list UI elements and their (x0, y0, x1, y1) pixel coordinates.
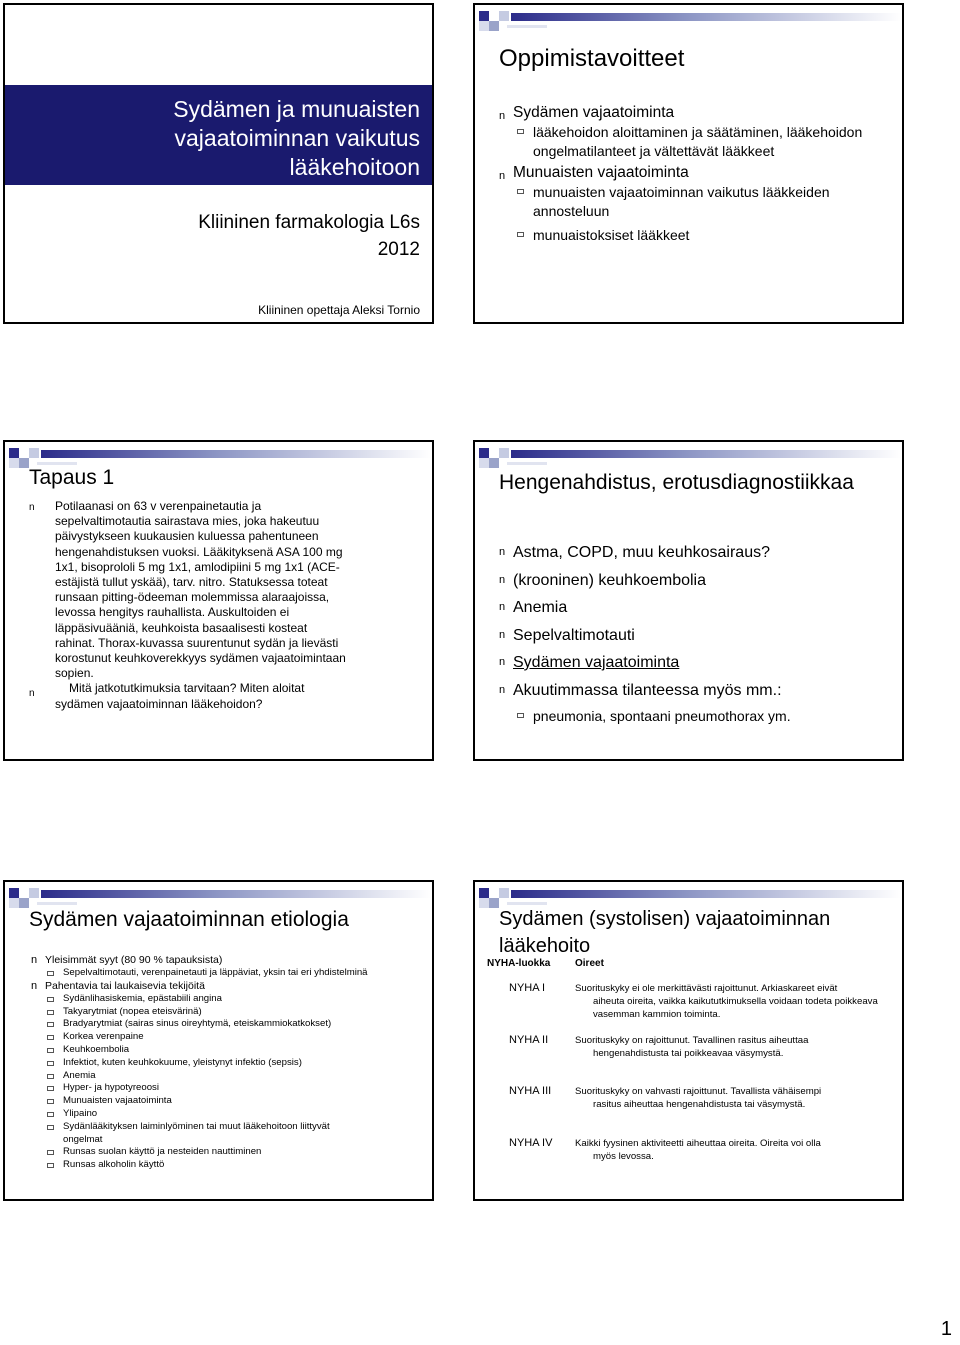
list-item: lääkehoidon aloittaminen ja säätäminen, lääkehoidon ongelmatilanteet ja vältettävät lääkkeet (513, 123, 890, 161)
square-bullet-icon (47, 1048, 54, 1053)
square-bullet-icon (47, 1125, 54, 1130)
slide-objectives (473, 3, 904, 324)
header-class: NYHA-luokka (487, 958, 551, 969)
bullet-icon: n (31, 979, 38, 992)
list-item: n Astma, COPD, muu keuhkosairaus? (513, 539, 890, 567)
case-question: Mitä jatkotutkimuksia tarvitaan? Miten aloitat sydämen vajaatoiminnan lääkehoidon? (55, 681, 305, 711)
case-description: Potilaanasi on 63 v verenpainetautia ja sepelvaltimotautia sairastava mies, joka hakeutuu päivystykseen kuukausien kuluessa pahentuneen hengenahdistuksen vuoksi. Lääkityksenä ASA 100 mg 1x1, bisoprololi 5 mg 1x1, amlodipiini 5 mg 1x1 (ACE- estäjistä tullut yskää), tarv. nitro. Statuksessa toteat runsaan pitting-ödeeman molemmissa alaraajoissa, levossa hengitys rauhallista. Auskultoiden ei läppäsivuääniä, keuhkoista basaalisesti kosteat rahinat. Thorax-kuvassa suurentunut sydän ja lievästi korostunut keuhkoverekkyys sydämen vajaatoimintaan sopien. Mitä jatkotutkimuksia tarvitaan? Miten aloitat sydämen vajaatoiminnan lääkehoidon? (55, 499, 425, 712)
square-bullet-icon (47, 1022, 54, 1027)
list-item: Sydänlääkityksen laiminlyöminen tai muut lääkehoitoon liittyvät ongelmat (45, 1121, 363, 1147)
list-item: pneumonia, spontaani pneumothorax ym. (513, 704, 890, 728)
slide-heading: Sydämen (systolisen) vajaatoiminnan lääkehoito (499, 908, 831, 957)
subtitle-line-2: 2012 (377, 239, 420, 260)
square-bullet-icon (47, 971, 54, 976)
square-bullet-icon (47, 1074, 54, 1079)
bullet-icon: n (31, 954, 38, 966)
list-item: Munuaisten vajaatoiminta (45, 1095, 420, 1108)
presentation-title (20, 95, 420, 182)
table-row: NYHA II Suorituskyky on rajoittunut. Tavallinen rasitus aiheuttaa hengenahdistusta tai poikkeavaa väsymystä. (509, 1033, 809, 1059)
square-bullet-icon (47, 1035, 54, 1040)
bullet-icon: n (499, 110, 506, 122)
square-bullet-icon (47, 1061, 54, 1066)
nyha-table-header (483, 956, 893, 980)
list-item: munuaistoksiset lääkkeet (513, 226, 890, 245)
bullet-icon: n (499, 170, 506, 182)
slide-heading: Oppimistavoitteet (499, 45, 685, 72)
list-item: n Anemia (513, 594, 890, 622)
slide-etiology (3, 880, 434, 1201)
list-item: Bradyarytmiat (sairas sinus oireyhtymä, eteiskammiokatkokset) (45, 1018, 420, 1031)
bullet-icon: n (499, 573, 506, 586)
square-bullet-icon (47, 1010, 54, 1015)
slide-nyha (473, 880, 904, 1201)
list-item: n Munuaisten vajaatoiminta (513, 163, 890, 183)
square-bullet-icon (47, 997, 54, 1002)
list-item: n Yleisimmät syyt (80 90 % tapauksista) (31, 954, 223, 966)
table-row: NYHA I Suorituskyky ei ole merkittävästi rajoittunut. Arkiaskareet eivät aiheuta oireita, vaikka kaikututkimuksella voidaan todeta poikkeava vasemman kammion toiminta. (509, 982, 878, 1020)
differential-list (499, 539, 890, 728)
page-number: 1 (940, 1318, 952, 1340)
list-item: Hyper- ja hypotyreoosi (45, 1082, 420, 1095)
list-item: n Pahentavia tai laukaisevia tekijöitä (31, 979, 205, 992)
slide-case (3, 440, 434, 761)
list-item: Korkea verenpaine (45, 1031, 420, 1044)
list-item: n Sydämen vajaatoiminta (513, 649, 890, 677)
presentation-subtitle (20, 209, 420, 263)
list-item: Runsas suolan käyttö ja nesteiden nauttiminen (45, 1146, 420, 1159)
list-item: Anemia (45, 1070, 420, 1083)
list-item: Sepelvaltimotauti, verenpainetauti ja läppäviat, yksin tai eri yhdistelminä (45, 967, 420, 980)
bullet-icon: n (499, 601, 506, 613)
slide-title (3, 3, 434, 324)
bullet-icon: n (499, 546, 506, 558)
slide-heading: Sydämen vajaatoiminnan etiologia (29, 908, 349, 931)
square-bullet-icon (517, 713, 524, 718)
square-bullet-icon (47, 1099, 54, 1104)
square-bullet-icon (47, 1163, 54, 1168)
table-row: NYHA III Suorituskyky on vahvasti rajoittunut. Tavallista vähäisempi rasitus aiheuttaa hengenahdistusta tai väsymystä. (509, 1085, 822, 1110)
square-bullet-icon (517, 189, 524, 194)
square-bullet-icon (47, 1112, 54, 1117)
header-decoration (479, 11, 569, 35)
square-bullet-icon (517, 129, 524, 134)
bullet-icon: n (499, 628, 506, 641)
header-symptoms: Oireet (575, 958, 604, 969)
title-line-3: lääkehoitoon (289, 154, 420, 180)
etiology-list (31, 954, 420, 1172)
objectives-list (499, 101, 890, 245)
list-item: Keuhkoembolia (45, 1044, 420, 1057)
list-item: Runsas alkoholin käyttö (45, 1159, 420, 1172)
square-bullet-icon (47, 1086, 54, 1091)
bullet-icon: n (499, 683, 506, 696)
slide-differential (473, 440, 904, 761)
bullet-icon: n (499, 656, 506, 668)
list-item: Sydänlihasiskemia, epästabiili angina (45, 993, 420, 1006)
list-item: munuaisten vajaatoiminnan vaikutus lääkkeiden annosteluun (513, 183, 890, 221)
list-item: n Akuutimmassa tilanteessa myös mm.: (513, 677, 890, 705)
presentation-author: Kliininen opettaja Aleksi Tornio (258, 303, 420, 317)
bullet-icon: n (29, 688, 35, 699)
list-item: Takyarytmiat (nopea eteisvärinä) (45, 1006, 420, 1019)
square-bullet-icon (47, 1150, 54, 1155)
title-line-2: vajaatoiminnan vaikutus (174, 125, 420, 151)
list-item: n (krooninen) keuhkoembolia (513, 567, 890, 595)
title-line-1: Sydämen ja munuaisten (173, 96, 420, 122)
nyha-table (483, 956, 893, 1186)
square-bullet-icon (517, 232, 524, 237)
slide-heading: Hengenahdistus, erotusdiagnostiikkaa (499, 471, 854, 494)
subtitle-line-1: Kliininen farmakologia L6s (198, 212, 420, 233)
list-item: Ylipaino (45, 1108, 420, 1121)
table-row: NYHA IV Kaikki fyysinen aktiviteetti aiheuttaa oireita. Oireita voi olla myös levossa. (509, 1136, 821, 1162)
list-item: n Sydämen vajaatoiminta (513, 103, 890, 123)
slide-heading: Tapaus 1 (29, 466, 115, 489)
bullet-icon: n (29, 502, 35, 513)
list-item: Infektiot, kuten keuhkokuume, yleistynyt infektio (sepsis) (45, 1057, 420, 1070)
list-item: n Sepelvaltimotauti (513, 622, 890, 650)
